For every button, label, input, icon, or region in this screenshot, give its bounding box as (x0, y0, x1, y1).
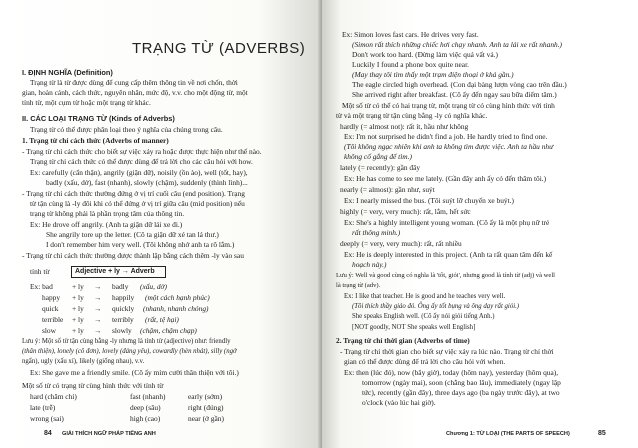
example-suffix: + ly (72, 315, 84, 324)
text-line: lately (= recently): gần đây (340, 163, 421, 172)
text-line: tính từ (30, 267, 50, 276)
text-line: Ex: I nearly missed the bus. (Tôi suýt lỡ chuyến xe buýt.) (344, 196, 514, 205)
arrow: → (94, 326, 102, 335)
text-line: trạng từ không phải là phần trọng tâm của thông tin. (30, 209, 185, 218)
text-line: Don't work too hard. (Đừng làm việc quá vất vả.) (352, 50, 498, 59)
text-line: Trạng từ là từ được dùng để cung cấp thêm thông tin về nơi chốn, thời (30, 78, 238, 87)
note-line: Ex: She gave me a friendly smile. (Cô ấy mỉm cười thân thiện với tôi.) (30, 368, 239, 377)
text-line: (May thay tôi tìm thấy một trạm điện thoại ở khá gần.) (352, 70, 514, 79)
text-line: Ex: Simon loves fast cars. He drives very fast. (342, 30, 479, 39)
note-line: là trạng từ (adv). (336, 282, 381, 289)
note-line: (thân thiện), lonely (cô đơn), lovely (đáng yêu), cowardly (hèn nhát), silly (ngớ (22, 348, 237, 355)
text-line: tomorrow (ngày mai), soon (chẳng bao lâu), immediately (ngay lập (362, 378, 561, 387)
text-line: Ex: I like that teacher. He is good and he teaches very well. (344, 293, 506, 300)
text-line: badly (xấu, dở), fast (nhanh), slowly (chậm), suddenly (thình lình)... (46, 178, 248, 187)
note-line: ngẩn), ugly (xấu xí), likely (giống nhau), v.v. (22, 358, 145, 365)
example-adj: Ex: bad (30, 282, 53, 291)
text-line: The eagle circled high overhead. (Con đại bàng lượn vòng cao trên đầu.) (352, 80, 567, 89)
text-line: nearly (= almost): gần như, suýt (340, 185, 435, 194)
same-form-word: late (trễ) (30, 403, 56, 412)
text-line: [NOT goodly, NOT She speaks well English] (352, 324, 476, 331)
text-line: Ex: He drove off angrily. (Anh ta giận dữ lái xe đi.) (30, 220, 183, 229)
text-line: Ex: then (lúc đó), now (bây giờ), today (hôm nay), yesterday (hôm qua), (344, 368, 559, 377)
example-adv: quickly (112, 304, 135, 313)
arrow: → (94, 315, 102, 324)
text-line: gian, hoàn cảnh, cách thức, nguyên nhân, mức độ, v.v. cho một động từ, một (22, 88, 248, 97)
example-suffix: + ly (72, 304, 84, 313)
text-line: highly (= very, very much): rất, lắm, hết sức (340, 207, 471, 216)
footer-title: Chương 1: TỪ LOẠI (THE PARTS OF SPEECH) (446, 431, 570, 437)
text-line: I don't remember him very well. (Tôi không nhớ anh ta rõ lắm.) (46, 240, 235, 249)
section-heading: I. ĐỊNH NGHĨA (Definition) (22, 68, 113, 77)
text-line: (Simon rất thích những chiếc hơi chạy nhanh. Anh ta lái xe rất nhanh.) (352, 40, 563, 49)
text-line: (Tôi không ngạc nhiên khi anh ta không tìm được việc. Anh ta hầu như (344, 142, 554, 151)
note-line: Lưu ý: Một số từ tận cùng bằng -ly nhưng là tính từ (adjective) như: friendly (22, 338, 231, 345)
formula: Adjective + ly → Adverb (75, 268, 155, 275)
example-gloss: (một cách hạnh phúc) (145, 293, 210, 302)
text-line: - Trạng từ chỉ cách thức cho biết sự việc xảy ra hoặc được thực hiện như thế nào. (22, 147, 262, 156)
example-adv: slowly (112, 326, 132, 335)
text-line: gian có thể được dùng để trả lời cho câu hỏi với when. (344, 357, 506, 366)
text-line: hardly (= almost not): rất ít, hầu như không (340, 122, 469, 131)
section-heading: II. CÁC LOẠI TRẠNG TỪ (Kinds of Adverbs) (22, 114, 175, 123)
same-form-word: hard (chăm chỉ) (30, 392, 77, 401)
example-gloss: (rất, tệ hại) (145, 315, 179, 324)
example-suffix: + ly (72, 326, 84, 335)
text-line: She speaks English well. (Cô ấy nói giỏi tiếng Anh.) (352, 313, 495, 320)
note-line: Một số từ có trạng từ cùng hình thức với tính từ (22, 381, 164, 390)
example-adv: badly (112, 282, 129, 291)
text-line: từ và một trạng từ tận cùng bằng -ly có nghĩa khác. (336, 111, 488, 120)
example-suffix: + ly (72, 282, 84, 291)
subsection-heading: 2. Trạng từ chỉ thời gian (Adverbs of time) (336, 336, 470, 345)
text-line: o'clock (vào lúc hai giờ). (362, 398, 436, 407)
text-line: - Trạng từ chỉ cách thức thường được thành lập bằng cách thêm -ly vào sau (22, 251, 244, 260)
footer-title: GIẢI THÍCH NGỮ PHÁP TIẾNG ANH (62, 431, 156, 437)
text-line: hoạch này.) (352, 260, 387, 269)
text-line: Ex: He has come to see me lately. (Gần đây anh ấy có đến thăm tôi.) (344, 174, 547, 183)
text-line: từ tận cùng là -ly đôi khi có thể đứng ở vị trí giữa câu (mid position) nếu (30, 199, 245, 208)
text-line: tính từ, một cụm từ hoặc một trạng từ khác. (22, 98, 151, 107)
same-form-word: high (cao) (130, 414, 161, 423)
text-line: Luckily I found a phone box quite near. (352, 60, 469, 69)
text-line: (Tôi thích thầy giáo đó. Ông ấy tốt bụng và ông dạy rất giỏi.) (352, 303, 520, 310)
text-line: Ex: carefully (cẩn thận), angrily (giận dữ), noisily (ồn ào), well (tốt, hay), (30, 168, 248, 177)
text-line: - Trạng từ chỉ thời gian cho biết sự việc xảy ra lúc nào. Trạng từ chỉ thời (340, 347, 554, 356)
text-line: Trạng từ có thể được phân loại theo ý nghĩa của chúng trong câu. (30, 125, 223, 134)
example-gloss: (chậm, chậm chạp) (140, 326, 197, 335)
same-form-word: right (đúng) (188, 403, 224, 412)
formula-box (71, 266, 166, 278)
same-form-word: wrong (sai) (30, 414, 64, 423)
arrow: → (94, 304, 102, 313)
example-adj: happy (42, 293, 61, 302)
same-form-word: near (ở gần) (188, 414, 224, 423)
same-form-word: deep (sâu) (130, 403, 161, 412)
subsection-heading: 1. Trạng từ chỉ cách thức (Adverbs of manner) (22, 136, 169, 145)
text-line: - Trạng từ chỉ cách thức thường đứng ở vị trí cuối câu (end position). Trạng (22, 189, 245, 198)
example-gloss: (nhanh, nhanh chóng) (143, 304, 209, 313)
note-line: Lưu ý: Well và good cùng có nghĩa là 'tốt, giỏi', nhưng good là tính từ (adj) và well (336, 272, 556, 279)
example-adj: slow (42, 326, 56, 335)
text-line: Ex: He is deeply interested in this project. (Anh ta rất quan tâm đến kế (344, 250, 553, 259)
example-adv: terribly (112, 315, 134, 324)
page-number: 84 (44, 430, 52, 437)
text-line: deeply (= very, very much): rất, rất nhiều (340, 239, 462, 248)
example-suffix: + ly (72, 293, 84, 302)
example-adj: quick (42, 304, 59, 313)
text-line: She angrily tore up the letter. (Cô ta giận dữ xé tan lá thư.) (46, 230, 219, 239)
right-page (322, 0, 638, 448)
text-line: She arrived right after breakfast. (Cô ấy đến ngay sau bữa điểm tâm.) (352, 90, 557, 99)
text-line: tức), recently (gần đây), three days ago (ba ngày trước đây), at two (362, 388, 560, 397)
arrow: → (94, 293, 102, 302)
arrow: → (94, 282, 102, 291)
text-line: Trạng từ chỉ cách thức có thể được dùng để trả lời cho các câu hỏi với how. (30, 157, 253, 166)
page-number: 85 (598, 430, 606, 437)
example-gloss: (xấu, dở) (140, 282, 167, 291)
same-form-word: fast (nhanh) (130, 392, 166, 401)
page-title: TRẠNG TỪ (ADVERBS) (132, 40, 306, 57)
text-line: không cố gắng để tìm.) (344, 152, 412, 161)
text-line: Một số từ có thể có hai trạng từ, một trạng từ có cùng hình thức với tính (342, 101, 555, 110)
example-adj: terrible (42, 315, 64, 324)
example-adv: happily (112, 293, 135, 302)
same-form-word: early (sớm) (188, 392, 223, 401)
text-line: Ex: I'm not surprised he didn't find a job. He hardly tried to find one. (344, 132, 548, 141)
text-line: rất thông minh.) (352, 228, 401, 237)
text-line: Ex: She's a highly intelligent young woman. (Cô ấy là một phụ nữ trẻ (344, 218, 550, 227)
